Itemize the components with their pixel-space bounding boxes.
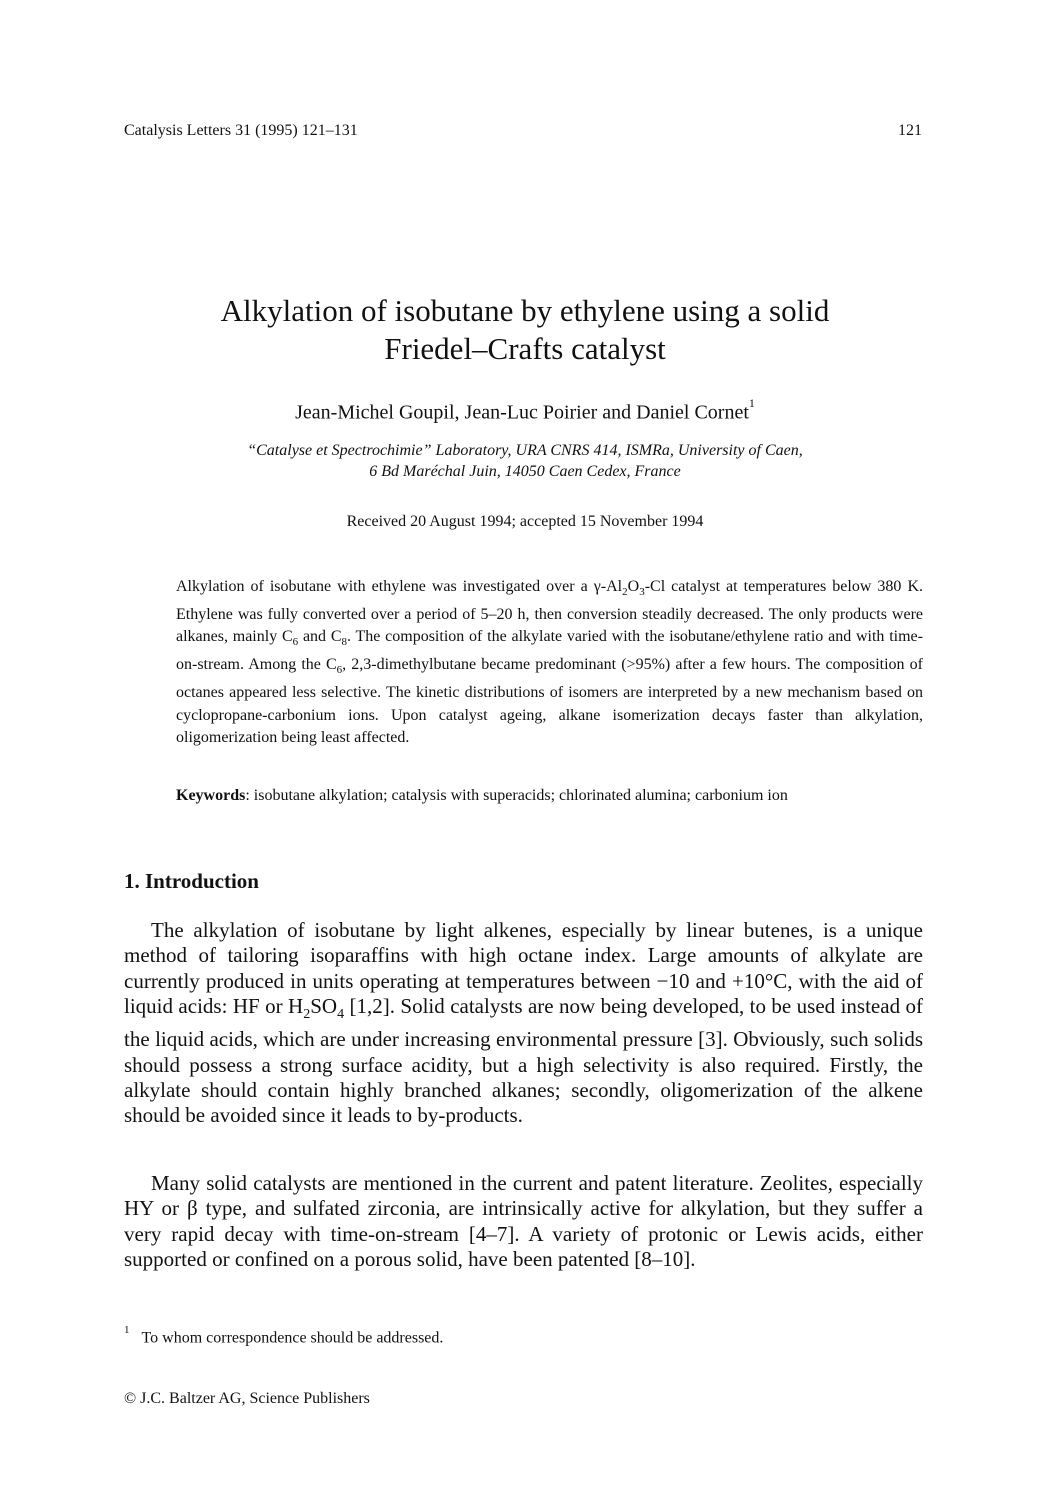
abstract-text: O bbox=[627, 578, 640, 595]
paragraph-text: Many solid catalysts are mentioned in the current and patent literature. Zeolites, especially HY or β type, and sulfated zirconia, are intrinsically active for alkylation, but they suffer a very rapid decay with time-on-stream [4–7]. A variety of protonic or Lewis acids, either supported or confined on a porous solid, have been patented [8–10]. bbox=[124, 1171, 923, 1271]
keywords bbox=[176, 785, 923, 808]
subscript: 3 bbox=[639, 586, 645, 599]
abstract-text: Alkylation of isobutane with ethylene was investigated over a γ-Al bbox=[176, 578, 623, 595]
paragraph-text: SO bbox=[310, 993, 338, 1018]
abstract-text: -Cl catalyst at temperatures below 380 K. Ethylene was fully converted over a period of 5–20 h, then conversion steadily decreased. The only products were alkanes, mainly C bbox=[176, 578, 924, 646]
title-line-2: Friedel–Crafts catalyst bbox=[384, 331, 666, 366]
subscript: 2 bbox=[303, 1007, 311, 1023]
abstract-text: and C bbox=[298, 628, 342, 646]
subscript: 8 bbox=[341, 636, 347, 649]
abstract bbox=[176, 576, 923, 750]
intro-paragraph-1 bbox=[124, 918, 923, 1129]
keywords-label: Keywords bbox=[176, 787, 246, 804]
section-heading-introduction: 1. Introduction bbox=[124, 869, 259, 893]
abstract-text: , 2,3-dimethylbutane became predominant (>95%) after a few hours. The composition of octanes appeared less selective. The kinetic distributions of isomers are interpreted by a new mechanism based on cyclopropane-carbonium ions. Upon catalyst ageing, alkane isomerization decays faster than alkylation, oligomerization being least affected. bbox=[176, 656, 924, 747]
footnote-text: To whom correspondence should be addressed. bbox=[141, 1329, 444, 1347]
authors-text: Jean-Michel Goupil, Jean-Luc Poirier and Daniel Cornet bbox=[295, 401, 749, 424]
article-title bbox=[0, 292, 1050, 368]
page-number: 121 bbox=[898, 122, 922, 139]
subscript: 6 bbox=[292, 636, 299, 649]
title-line-1: Alkylation of isobutane by ethylene using a solid bbox=[220, 293, 830, 328]
intro-paragraph-2 bbox=[124, 1171, 923, 1272]
author-list bbox=[0, 396, 1050, 425]
keywords-text: : isobutane alkylation; catalysis with superacids; chlorinated alumina; carbonium ion bbox=[245, 787, 788, 804]
footnote bbox=[124, 1324, 444, 1347]
author-footnote-mark: 1 bbox=[748, 396, 755, 410]
abstract-text: . The composition of the alkylate varied with the isobutane/ethylene ratio and with time-on-stream. Among the C bbox=[176, 628, 923, 674]
paragraph-text: The alkylation of isobutane by light alkenes, especially by linear butenes, is a unique method of tailoring isoparaffins with high octane index. Large amounts of alkylate are currently produced in units operating at temperatures between −10 and +10°C, with the aid of liquid acids: HF or H bbox=[124, 918, 923, 1018]
affiliation-line-2: 6 Bd Maréchal Juin, 14050 Caen Cedex, France bbox=[369, 463, 681, 480]
received-dates: Received 20 August 1994; accepted 15 November 1994 bbox=[346, 513, 704, 530]
copyright-notice: © J.C. Baltzer AG, Science Publishers bbox=[124, 1390, 370, 1407]
subscript: 4 bbox=[337, 1007, 345, 1023]
subscript: 6 bbox=[336, 664, 343, 677]
subscript: 2 bbox=[622, 586, 628, 599]
running-header-journal: Catalysis Letters 31 (1995) 121–131 bbox=[124, 122, 358, 139]
affiliation-line-1: “Catalyse et Spectrochimie” Laboratory, URA CNRS 414, ISMRa, University of Caen, bbox=[247, 442, 803, 459]
affiliation bbox=[0, 440, 1050, 482]
footnote-mark: 1 bbox=[124, 1324, 130, 1336]
paragraph-text: [1,2]. Solid catalysts are now being developed, to be used instead of the liquid acids, which are under increasing environmental pressure [3]. Obviously, such solids should possess a strong surface acidity, but a high selectivity is also required. Firstly, the alkylate should contain highly branched alkanes; secondly, oligomerization of the alkene should be avoided since it leads to by-products. bbox=[124, 993, 923, 1128]
